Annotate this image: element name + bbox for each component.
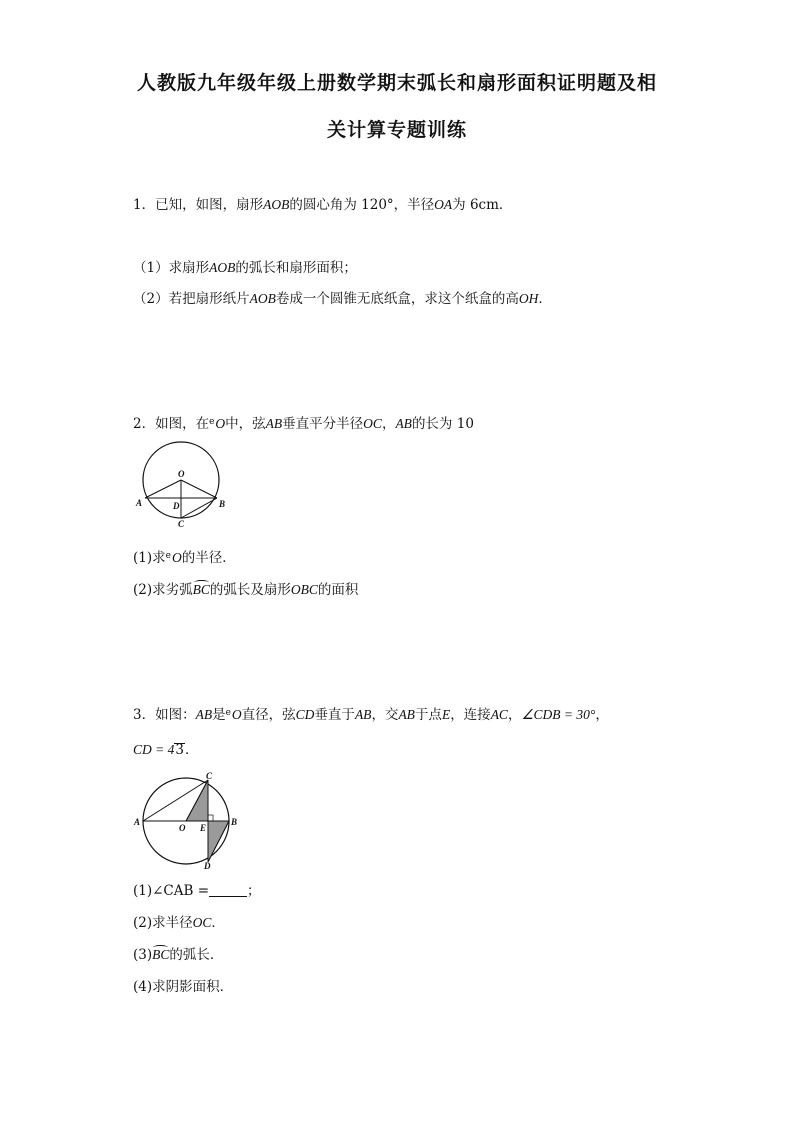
q3-stem-cont: CD = 43． bbox=[133, 742, 199, 758]
q3-part2: (2)求半径OC． bbox=[133, 915, 225, 931]
q3-part4: (4)求阴影面积． bbox=[133, 979, 234, 995]
q2-part2: (2)求劣弧BC的弧长及扇形OBC的面积 bbox=[133, 582, 359, 598]
q3-label-C: C bbox=[206, 771, 213, 781]
sqrt-sign: 3 bbox=[175, 742, 184, 758]
q2-label-O: O bbox=[178, 469, 185, 479]
q2-label-C: C bbox=[178, 519, 185, 528]
q2-label-A: A bbox=[136, 498, 143, 508]
q3-part1: (1)∠CAB = ； bbox=[133, 883, 261, 899]
q3-part3: (3)BC的弧长． bbox=[133, 947, 224, 963]
q2-circle-figure bbox=[133, 438, 233, 528]
q3-stem: 3．如图：AB是$^e$O直径，弦CD垂直于AB，交AB于点E，连接AC，∠CDB = 30°， bbox=[133, 707, 609, 723]
q3-label-A: A bbox=[134, 817, 141, 827]
q2-stem: 2．如图，在$^e$O中，弦AB垂直平分半径OC，AB的长为 10 bbox=[133, 416, 474, 432]
q3-circle-figure bbox=[130, 770, 242, 870]
q3-label-O: O bbox=[179, 823, 186, 833]
q3-label-B: B bbox=[231, 817, 238, 827]
q2-label-D: D bbox=[173, 501, 180, 511]
q1-part2: （2）若把扇形纸片AOB卷成一个圆锥无底纸盒，求这个纸盒的高OH． bbox=[133, 291, 552, 307]
answer-blank bbox=[209, 884, 247, 897]
q2-label-B: B bbox=[219, 499, 226, 509]
q3-label-E: E bbox=[200, 823, 207, 833]
q2-part1: (1)求$^e$O的半径． bbox=[133, 550, 236, 566]
document-title-line1: 人教版九年级年级上册数学期末弧长和扇形面积证明题及相 bbox=[136, 72, 657, 94]
document-title-line2: 关计算专题训练 bbox=[326, 119, 467, 141]
q1-part1: （1）求扇形AOB的弧长和扇形面积； bbox=[133, 260, 357, 276]
q1-stem: 1．已知，如图，扇形AOB的圆心角为 120°，半径OA为 6cm． bbox=[133, 197, 513, 213]
q3-label-D: D bbox=[204, 861, 211, 870]
